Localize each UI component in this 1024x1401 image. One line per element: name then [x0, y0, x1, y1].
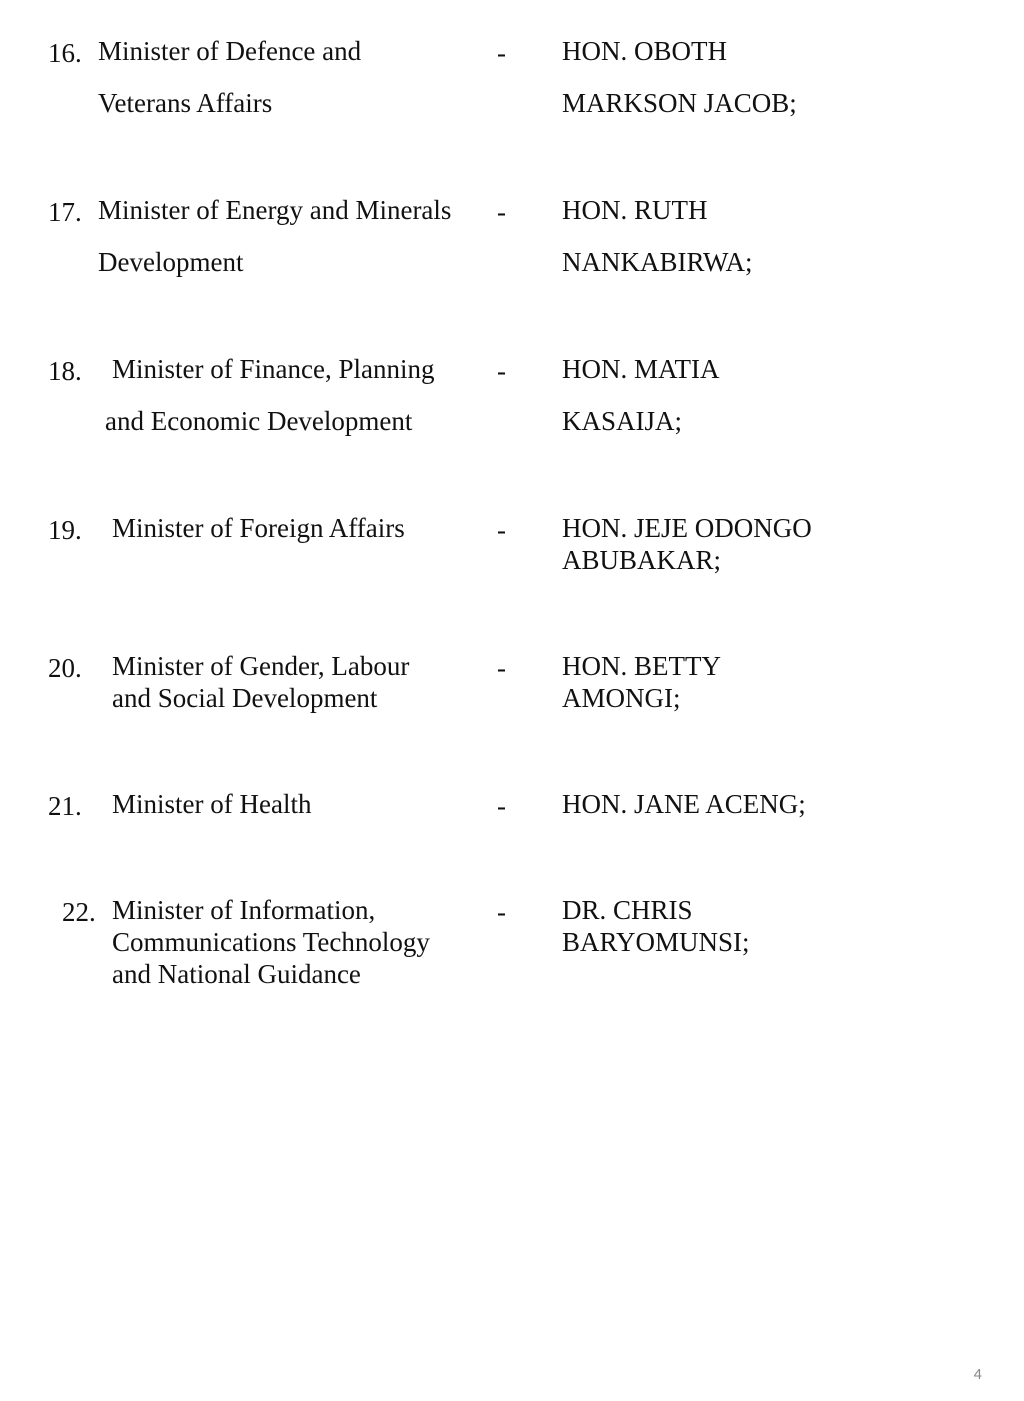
item-number: 18.	[48, 356, 82, 386]
minister-name: HON. OBOTH MARKSON JACOB;	[562, 36, 797, 118]
ministry-title: Minister of Information, Communications Technology and National Guidance	[112, 895, 430, 989]
minister-name: HON. BETTY AMONGI;	[562, 651, 721, 713]
minister-name: HON. JEJE ODONGO ABUBAKAR;	[562, 513, 812, 575]
item-number: 22.	[62, 897, 96, 927]
separator-dash: -	[497, 197, 506, 227]
separator-dash: -	[497, 653, 506, 683]
separator-dash: -	[497, 356, 506, 386]
separator-dash: -	[497, 515, 506, 545]
item-number: 17.	[48, 197, 82, 227]
item-number: 21.	[48, 791, 82, 821]
minister-name: HON. RUTH NANKABIRWA;	[562, 195, 753, 277]
ministry-title: Minister of Gender, Labour and Social Development	[112, 651, 410, 713]
item-number: 20.	[48, 653, 82, 683]
ministry-title: Minister of Defence and Veterans Affairs	[98, 36, 362, 118]
separator-dash: -	[497, 38, 506, 68]
ministry-title: Minister of Energy and Minerals Development	[98, 195, 452, 277]
separator-dash: -	[497, 897, 506, 927]
item-number: 19.	[48, 515, 82, 545]
ministry-title: Minister of Health	[112, 789, 312, 819]
ministry-title: Minister of Finance, Planning and Economic Development	[105, 354, 435, 436]
ministry-title: Minister of Foreign Affairs	[112, 513, 405, 543]
page-number: 4	[973, 1366, 982, 1383]
minister-name: DR. CHRIS BARYOMUNSI;	[562, 895, 750, 957]
separator-dash: -	[497, 791, 506, 821]
minister-name: HON. MATIA KASAIJA;	[562, 354, 720, 436]
minister-name: HON. JANE ACENG;	[562, 789, 806, 819]
item-number: 16.	[48, 38, 82, 68]
